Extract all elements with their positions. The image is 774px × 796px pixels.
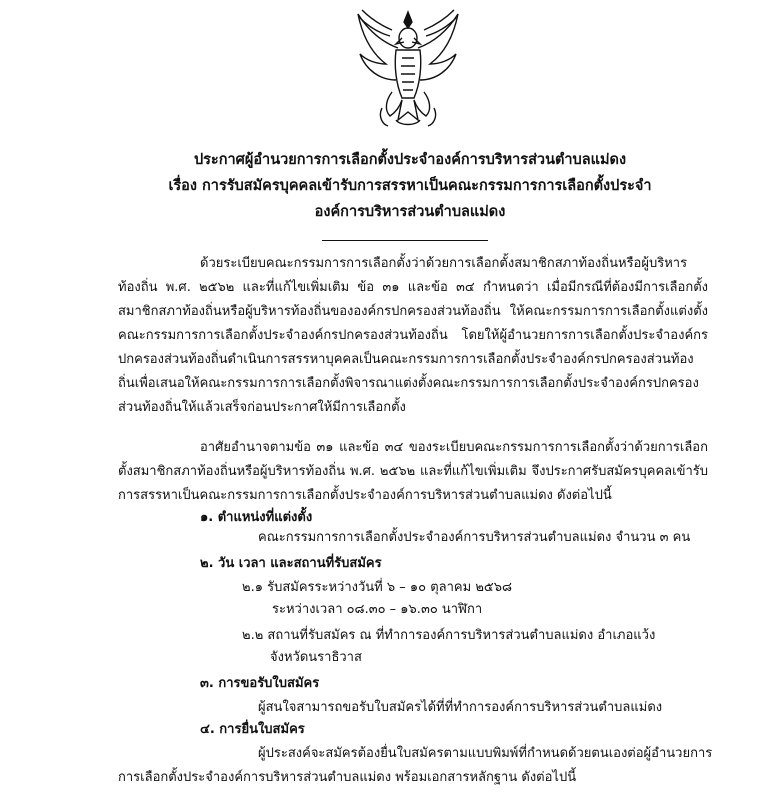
section-3-text: ผู้สนใจสามารถขอรับใบสมัครได้ที่ที่ทำการองค์การบริหารส่วนตำบลแม่ดง (258, 700, 663, 715)
section-2-2-province: จังหวัดนราธิวาส (270, 650, 362, 665)
section-1-text: คณะกรรมการการเลือกตั้งประจำองค์การบริหารส่วนตำบลแม่ดง จำนวน ๓ คน (258, 530, 691, 545)
section-2-1-date: ๒.๑ รับสมัครระหว่างวันที่ ๖ – ๑๐ ตุลาคม ๒๕๖๘ (242, 580, 513, 595)
section-4-text-1: ผู้ประสงค์จะสมัครต้องยื่นใบสมัครตามแบบพิมพ์ที่กำหนดด้วยตนเองต่อผู้อำนวยการ (258, 746, 713, 761)
title-divider (322, 240, 488, 241)
section-2-1-time: ระหว่างเวลา ๐๘.๓๐ – ๑๖.๓๐ นาฬิกา (272, 602, 483, 617)
paragraph-1 (118, 252, 708, 420)
section-4-text-2: การเลือกตั้งประจำองค์การบริหารส่วนตำบลแม่ดง พร้อมเอกสารหลักฐาน ดังต่อไปนี้ (118, 770, 577, 785)
title-line-2: เรื่อง การรับสมัครบุคคลเข้ารับการสรรหาเป็นคณะกรรมการการเลือกตั้งประจำ (168, 178, 652, 194)
section-3-heading: ๓. การขอรับใบสมัคร (200, 676, 320, 691)
title-line-1: ประกาศผู้อำนวยการการเลือกตั้งประจำองค์การบริหารส่วนตำบลแม่ดง (193, 152, 627, 168)
paragraph-1-text: ด้วยระเบียบคณะกรรมการการเลือกตั้งว่าด้วยการเลือกตั้งสมาชิกสภาท้องถิ่นหรือผู้บริหารท้องถิ่น พ.ศ. ๒๕๖๒ และที่แก้ไขเพิ่มเติม ข้อ ๓๑ และข้อ ๓๔ กำหนดว่า เมื่อมีกรณีที่ต้องมีการเลือกตั้งสมาชิกสภาท้องถิ่นหรือผู้บริหารท้องถิ่นขององค์กรปกครองส่วนท้องถิ่น ให้คณะกรรมการการเลือกตั้งแต่งตั้งคณะกรรมการการเลือกตั้งประจำองค์กรปกครองส่วนท้องถิ่น โดยให้ผู้อำนวยการการเลือกตั้งประจำองค์กรปกครองส่วนท้องถิ่นดำเนินการสรรหาบุคคลเป็นคณะกรรมการการเลือกตั้งประจำองค์กรปกครองส่วนท้องถิ่นเพื่อเสนอให้คณะกรรมการการเลือกตั้งพิจารณาแต่งตั้งคณะกรรมการการเลือกตั้งประจำองค์กรปกครองส่วนท้องถิ่นให้แล้วเสร็จก่อนประกาศให้มีการเลือกตั้ง (118, 256, 708, 415)
paragraph-2-text: อาศัยอำนาจตามข้อ ๓๑ และข้อ ๓๔ ของระเบียบคณะกรรมการการเลือกตั้งว่าด้วยการเลือกตั้งสมาชิกสภาท้องถิ่นหรือผู้บริหารท้องถิ่น พ.ศ. ๒๕๖๒ และที่แก้ไขเพิ่มเติม จึงประกาศรับสมัครบุคคลเข้ารับการสรรหาเป็นคณะกรรมการการเลือกตั้งประจำองค์การบริหารส่วนตำบลแม่ดง ดังต่อไปนี้ (118, 440, 708, 503)
garuda-emblem (352, 8, 464, 130)
section-1-heading: ๑. ตำแหน่งที่แต่งตั้ง (200, 510, 313, 525)
section-4-heading: ๔. การยื่นใบสมัคร (200, 722, 305, 737)
section-2-2-place: ๒.๒ สถานที่รับสมัคร ณ ที่ทำการองค์การบริหารส่วนตำบลแม่ดง อำเภอแว้ง (242, 628, 656, 643)
paragraph-2 (118, 436, 708, 508)
title-line-3: องค์การบริหารส่วนตำบลแม่ดง (314, 204, 506, 220)
section-2-heading: ๒. วัน เวลา และสถานที่รับสมัคร (200, 556, 382, 571)
